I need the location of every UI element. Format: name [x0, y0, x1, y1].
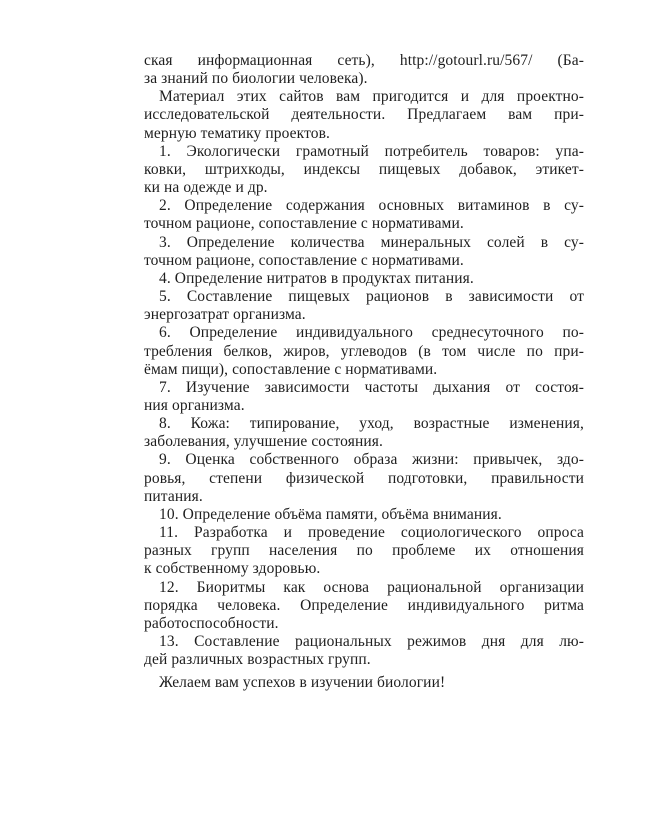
text-line: ковки, штрихкоды, индексы пищевых добавок, этикет- [144, 160, 584, 178]
text-line: 6. Определение индивидуального среднесуточного по- [159, 324, 584, 342]
text-line: к собственному здоровью. [144, 560, 321, 578]
closing-wish [144, 674, 584, 692]
text-line: ёмам пищи), сопоставление с нормативами. [144, 360, 438, 378]
project-topic-6 [144, 324, 584, 378]
text-line: Материал этих сайтов вам пригодится и для проектно- [159, 88, 584, 106]
page-text-block [144, 52, 584, 692]
text-line: 10. Определение объёма памяти, объёма внимания. [159, 505, 502, 523]
text-line: 8. Кожа: типирование, уход, возрастные изменения, [159, 415, 584, 433]
text-line: ки на одежде и др. [144, 179, 268, 197]
text-line: заболевания, улучшение состояния. [144, 433, 383, 451]
text-line: исследовательской деятельности. Предлагаем вам при- [144, 106, 584, 124]
text-line: 2. Определение содержания основных витаминов в су- [159, 197, 584, 215]
project-topic-10 [144, 506, 584, 524]
text-line: 1. Экологически грамотный потребитель товаров: упа- [159, 142, 584, 160]
text-line: 3. Определение количества минеральных солей в су- [159, 233, 584, 251]
text-line: 12. Биоритмы как основа рациональной организации [159, 578, 584, 596]
text-line: 9. Оценка собственного образа жизни: привычек, здо- [159, 451, 584, 469]
text-line: точном рационе, сопоставление с нормативами. [144, 215, 464, 233]
continuation-paragraph [144, 52, 584, 88]
text-line: питания. [144, 487, 203, 505]
project-topic-1 [144, 143, 584, 197]
text-line: 4. Определение нитратов в продуктах питания. [159, 269, 474, 287]
project-topic-13 [144, 633, 584, 669]
project-topic-8 [144, 415, 584, 451]
text-line: 13. Составление рациональных режимов дня для лю- [159, 633, 584, 650]
text-line: требления белков, жиров, углеводов (в том числе по при- [144, 342, 584, 360]
text-line: ния организма. [144, 396, 245, 414]
project-topic-5 [144, 288, 584, 324]
project-topic-9 [144, 451, 584, 505]
intro-paragraph [144, 88, 584, 142]
text-line: Желаем вам успехов в изучении биологии! [159, 674, 446, 692]
text-line: работоспособности. [144, 614, 279, 632]
project-topic-4 [144, 270, 584, 288]
project-topic-7 [144, 379, 584, 415]
text-line: 11. Разработка и проведение социологического опроса [159, 524, 584, 542]
project-topic-3 [144, 234, 584, 270]
text-line: мерную тематику проектов. [144, 124, 330, 142]
text-line: порядка человека. Определение индивидуального ритма [144, 596, 584, 614]
text-line: за знаний по биологии человека). [144, 70, 368, 88]
text-line: ровья, степени физической подготовки, правильности [144, 469, 584, 487]
text-line: точном рационе, сопоставление с нормативами. [144, 251, 464, 269]
text-line: 7. Изучение зависимости частоты дыхания от состоя- [159, 378, 584, 396]
text-line: разных групп населения по проблеме их отношения [144, 542, 584, 560]
project-topic-12 [144, 579, 584, 633]
text-line: ская информационная сеть), http://gotourl.ru/567/ (Ба- [144, 52, 584, 69]
text-line: дей различных возрастных групп. [144, 651, 371, 669]
project-topic-11 [144, 524, 584, 578]
project-topic-2 [144, 197, 584, 233]
text-line: энергозатрат организма. [144, 306, 306, 324]
text-line: 5. Составление пищевых рационов в зависимости от [159, 288, 584, 306]
